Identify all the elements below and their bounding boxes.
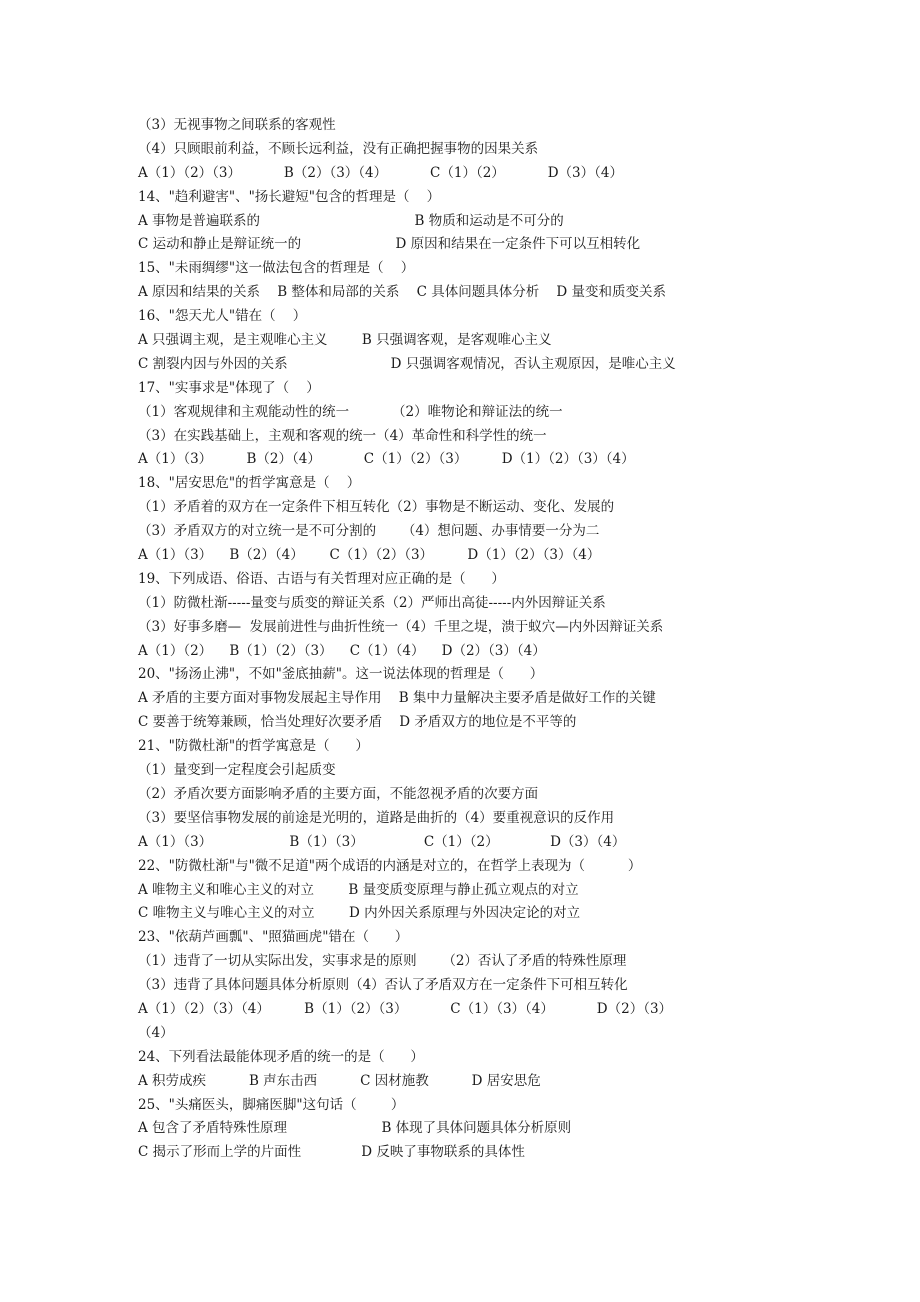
document-body — [138, 114, 798, 1165]
text-line: A 矛盾的主要方面对事物发展起主导作用 B 集中力量解决主要矛盾是做好工作的关键 — [138, 690, 656, 707]
text-line: （1）客观规律和主观能动性的统一 （2）唯物论和辩证法的统一 — [138, 403, 563, 420]
text-line: A（1）（3） B（2）（4） C（1）（2）（3） D（1）（2）（3）（4） — [138, 451, 635, 468]
text-line: 20、"扬汤止沸"，不如"釜底抽薪"。这一说法体现的哲理是（ ） — [138, 666, 544, 683]
text-line: A（1）（2）（3） B（2）（3）（4） C（1）（2） D（3）（4） — [138, 164, 623, 181]
text-line: 18、"居安思危"的哲学寓意是（ ） — [138, 475, 361, 492]
text-line: A 只强调主观，是主观唯心主义 B 只强调客观，是客观唯心主义 — [138, 332, 552, 349]
text-line: A 包含了矛盾特殊性原理 B 体现了具体问题具体分析原则 — [138, 1120, 572, 1137]
text-line: （2）矛盾次要方面影响矛盾的主要方面，不能忽视矛盾的次要方面 — [138, 785, 539, 802]
text-line: 21、"防微杜渐"的哲学寓意是（ ） — [138, 738, 369, 755]
text-line: （1）违背了一切从实际出发，实事求是的原则 （2）否认了矛盾的特殊性原理 — [138, 953, 627, 970]
text-line: （1）防微杜渐-----量变与质变的辩证关系（2）严师出高徒-----内外因辩证关系 — [138, 594, 606, 611]
text-line: C 割裂内因与外因的关系 D 只强调客观情况，否认主观原因，是唯心主义 — [138, 355, 676, 372]
text-line: C 揭示了形而上学的片面性 D 反映了事物联系的具体性 — [138, 1144, 525, 1161]
text-line: （3）无视事物之间联系的客观性 — [138, 117, 336, 133]
text-line: （1）矛盾着的双方在一定条件下相互转化（2）事物是不断运动、变化、发展的 — [138, 499, 615, 516]
text-line: A 原因和结果的关系 B 整体和局部的关系 C 具体问题具体分析 D 量变和质变关系 — [138, 284, 666, 301]
text-line: 14、"趋利避害"、"扬长避短"包含的哲理是（ ） — [138, 188, 441, 205]
text-line: （3）在实践基础上，主观和客观的统一（4）革命性和科学性的统一 — [138, 427, 547, 444]
text-line: A（1）（2）（3）（4） B（1）（2）（3） C（1）（3）（4） D（2）（3） — [138, 1000, 673, 1017]
text-line: （4）只顾眼前利益，不顾长远利益，没有正确把握事物的因果关系 — [138, 140, 539, 157]
text-line: A（1）（3） B（1）（3） C（1）（2） D（3）（4） — [138, 833, 626, 850]
text-line: A 事物是普遍联系的 B 物质和运动是不可分的 — [138, 212, 564, 229]
text-line: （3）好事多磨— 发展前进性与曲折性统一（4）千里之堤，溃于蚁穴—内外因辩证关系 — [138, 618, 664, 635]
text-line: 15、"未雨绸缪"这一做法包含的哲理是（ ） — [138, 260, 415, 277]
text-line: C 要善于统筹兼顾，恰当处理好次要矛盾 D 矛盾双方的地位是不平等的 — [138, 714, 577, 731]
text-line: （3）矛盾双方的对立统一是不可分割的 （4）想问题、办事情要一分为二 — [138, 523, 600, 540]
text-line: 24、下列看法最能体现矛盾的统一的是（ ） — [138, 1048, 424, 1065]
text-line: （1）量变到一定程度会引起质变 — [138, 762, 336, 779]
text-line: C 唯物主义与唯心主义的对立 D 内外因关系原理与外因决定论的对立 — [138, 905, 581, 922]
text-line: A 唯物主义和唯心主义的对立 B 量变质变原理与静止孤立观点的对立 — [138, 881, 579, 898]
text-line: （3）要坚信事物发展的前途是光明的，道路是曲折的（4）要重视意识的反作用 — [138, 809, 615, 826]
text-line: 19、下列成语、俗语、古语与有关哲理对应正确的是（ ） — [138, 570, 505, 587]
text-line: A（1）（3） B（2）（4） C（1）（2）（3） D（1）（2）（3）（4） — [138, 547, 601, 564]
text-line: 25、"头痛医头，脚痛医脚"这句话（ ） — [138, 1096, 405, 1113]
text-line: A（1）（2） B（1）（2）（3） C（1）（4） D（2）（3）（4） — [138, 642, 546, 659]
text-line: 17、"实事求是"体现了（ ） — [138, 379, 320, 396]
text-line: 22、"防微杜渐"与"微不足道"两个成语的内涵是对立的，在哲学上表现为（ ） — [138, 857, 642, 874]
text-line: C 运动和静止是辩证统一的 D 原因和结果在一定条件下可以互相转化 — [138, 236, 641, 253]
text-line: A 积劳成疾 B 声东击西 C 因材施教 D 居安思危 — [138, 1072, 541, 1089]
text-line: （4） — [138, 1024, 174, 1041]
text-line: 23、"依葫芦画瓢"、"照猫画虎"错在（ ） — [138, 929, 409, 946]
text-line: 16、"怨天尤人"错在（ ） — [138, 308, 307, 325]
text-line: （3）违背了具体问题具体分析原则（4）否认了矛盾双方在一定条件下可相互转化 — [138, 977, 628, 994]
